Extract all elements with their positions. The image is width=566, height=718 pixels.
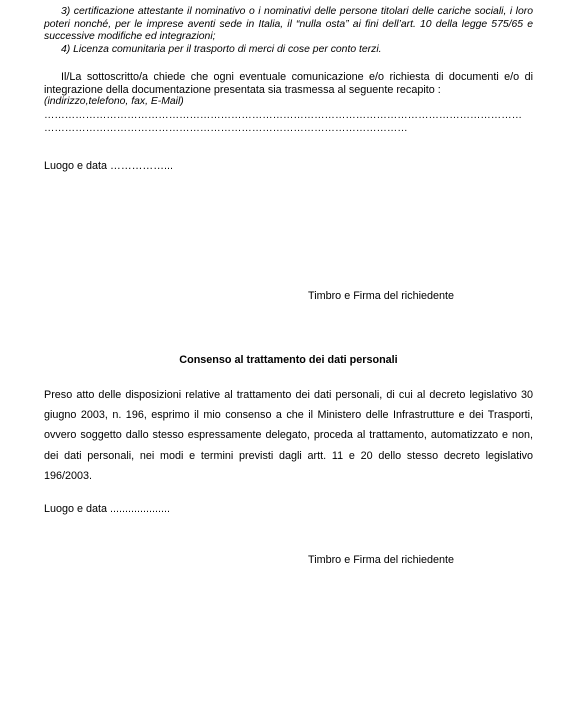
consent-paragraph: Preso atto delle disposizioni relative al trattamento dei dati personali, di cui al decreto legislativo 30 giugno 2003, n. 196, esprimo il mio consenso a che il Ministero delle Infrastrutture e dei Trasporti, ovvero soggetto dallo stesso espressamente delegato, proceda al trattamento, automatizzato e non, dei dati personali, nei modi e termini previsti dagli artt. 11 e 20 dello stesso decreto legislativo 196/2003. (44, 389, 533, 482)
place-date-2: Luogo e data .................... (44, 503, 171, 515)
signature-label-2: Timbro e Firma del richiedente (308, 554, 455, 566)
list-item-3: 3) certificazione attestante il nominativo o i nominativi delle persone titolari delle cariche sociali, i loro poteri nonché, per le imprese aventi sede in Italia, il “nulla osta” ai fini dell’art. 10 della legge 575/65 e successive modifiche ed integrazioni; (44, 6, 533, 42)
request-paragraph: Il/La sottoscritto/a chiede che ogni eventuale comunicazione e/o richiesta di documenti e/o di integrazione della documentazione presentata sia trasmessa al seguente recapito : (44, 71, 533, 96)
consent-title: Consenso al trattamento dei dati personali (179, 354, 398, 366)
contact-hint: (indirizzo,telefono, fax, E-Mail) (44, 96, 184, 107)
dotted-line-2: …………………………………………………………………………………………… (44, 123, 408, 134)
dotted-line-1: ………………………………………………………………………………………………………………………… (44, 110, 522, 121)
list-item-4: 4) Licenza comunitaria per il trasporto di merci di cose per conto terzi. (61, 44, 382, 55)
place-date-1: Luogo e data ……………... (44, 160, 174, 172)
signature-label-1: Timbro e Firma del richiedente (308, 290, 455, 302)
